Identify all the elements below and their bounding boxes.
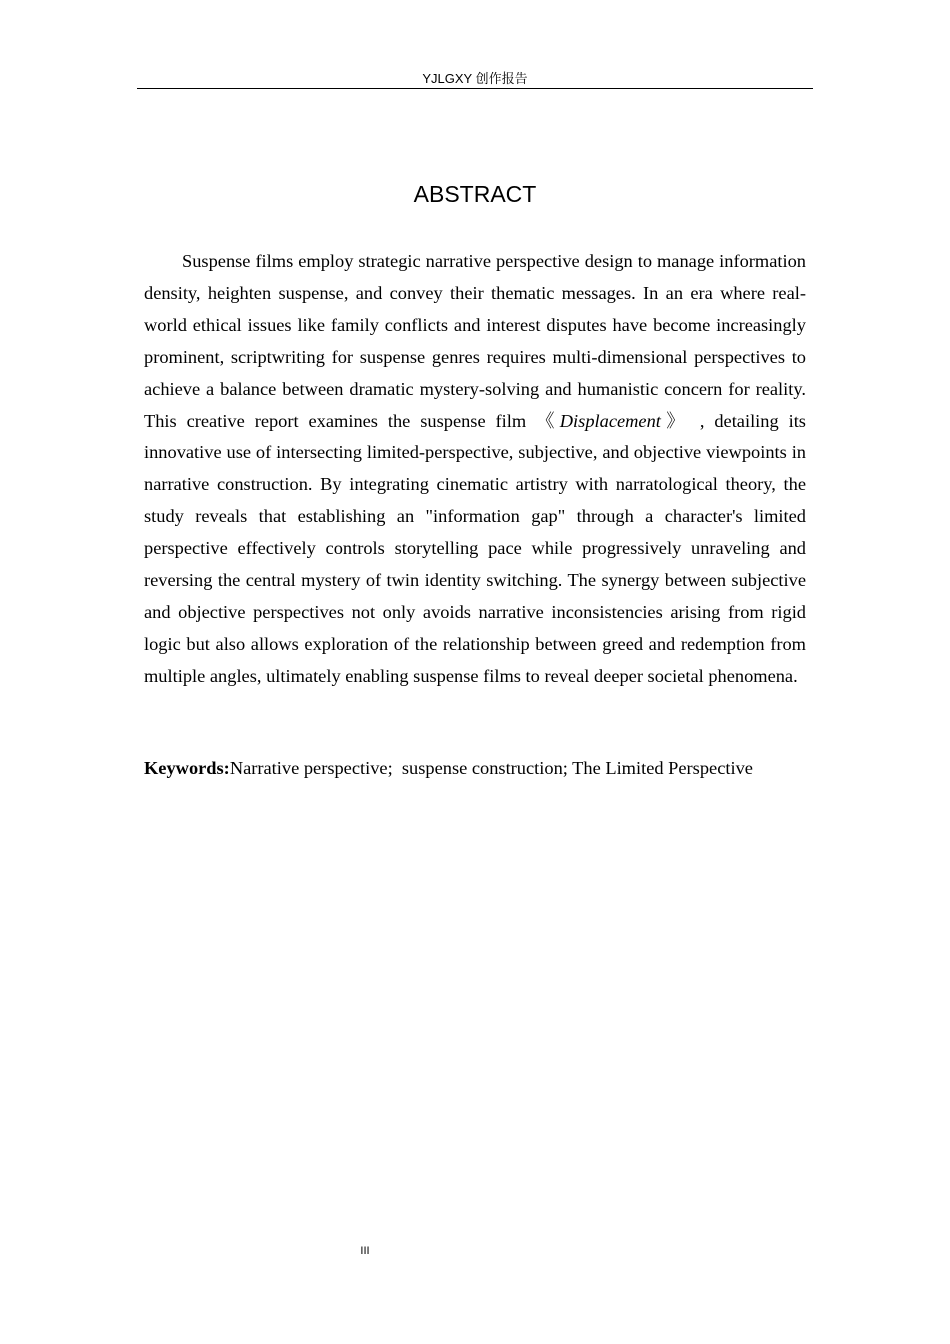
film-title-open-bracket: 《 [536, 410, 560, 431]
film-title: Displacement [559, 410, 661, 431]
header-divider [137, 88, 813, 89]
abstract-title: ABSTRACT [413, 181, 537, 207]
keywords-line [144, 753, 806, 784]
abstract-text-part-2: , detailing its innovative use of intersecting limited-perspective, subjective, and objective viewpoints in narrative construction. By integrating cinematic artistry with narratological theory, the study reveals that establishing an "information gap" through a character's limited perspective effectively controls storytelling pace while progressively unraveling and reversing the central mystery of twin identity switching. The synergy between subjective and objective perspectives not only avoids narrative inconsistencies arising from rigid logic but also allows exploration of the relationship between greed and redemption from multiple angles, ultimately enabling suspense films to reveal deeper societal phenomena. [144, 410, 806, 686]
running-header: YJLGXY 创作报告 [422, 71, 528, 86]
film-title-close-bracket: 》 [660, 410, 690, 431]
abstract-text-part-1: Suspense films employ strategic narrative perspective design to manage information density, heighten suspense, and convey their thematic messages. In an era where real-world ethical issues like family conflicts and interest disputes have become increasingly prominent, scriptwriting for suspense genres requires multi-dimensional perspectives to achieve a balance between dramatic mystery-solving and humanistic concern for reality. This creative report examines the suspense film [144, 251, 806, 431]
keywords-text: Narrative perspective; suspense construction; The Limited Perspective [229, 758, 753, 778]
keywords-label: Keywords: [144, 758, 230, 778]
page-number: III [360, 1245, 370, 1257]
abstract-paragraph [144, 246, 806, 693]
